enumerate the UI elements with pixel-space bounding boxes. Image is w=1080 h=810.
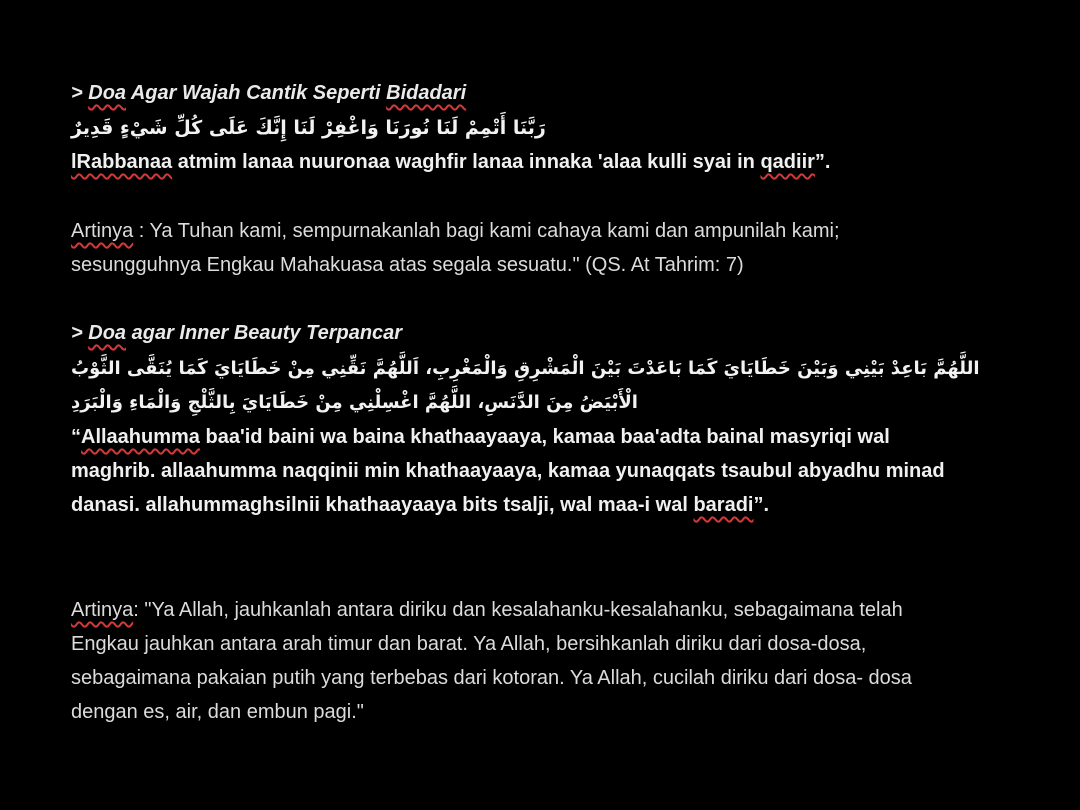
meaning-text: : "Ya Allah, jauhkanlah antara diriku dan kesalahanku-kesalahanku, sebagaimana telah Engkau jauhkan antara arah timur dan barat. Ya Allah, bersihkanlah diriku dari dosa-dosa, sebagaimana pakaian putih yang terbebas dari kotoran. Ya Allah, cucilah diriku dari dosa- dosa dengan es, air, dan embun pagi.": [71, 599, 912, 723]
section2-arabic-line2: الْأَبْيَضُ مِنَ الدَّنَسِ، اللَّهُمَّ اغْسِلْنِي مِنْ خَطَايَايَ بِالثَّلْجِ وَالْمَاءِ وَالْبَرَدِ: [71, 392, 638, 413]
latin-mid: atmim lanaa nuuronaa waghfir lanaa innaka 'alaa kulli syai in: [172, 151, 761, 173]
heading-prefix: >: [71, 322, 89, 344]
section2-meaning: [71, 593, 976, 729]
heading-prefix: >: [71, 82, 89, 104]
section2-heading: [71, 319, 991, 347]
latin-open: “: [71, 426, 81, 448]
heading-mid: Agar Wajah Cantik Seperti: [126, 82, 387, 104]
section1-arabic: رَبَّنَا أَتْمِمْ لَنَا نُورَنَا وَاغْفِرْ لَنَا إِنَّكَ عَلَى كُلِّ شَيْءٍ قَدِيرٌ: [71, 117, 546, 139]
section1-heading: [71, 79, 991, 107]
section1-latin: [71, 145, 991, 179]
section1-meaning: [71, 214, 971, 282]
heading-word-doa: Doa: [88, 322, 127, 344]
meaning-label: Artinya: [71, 599, 134, 621]
meaning-label: Artinya: [71, 220, 134, 242]
heading-rest: agar Inner Beauty Terpancar: [126, 322, 403, 344]
heading-word-bidadari: Bidadari: [386, 82, 467, 104]
heading-word-doa: Doa: [88, 82, 127, 104]
latin-close: ”.: [814, 151, 831, 173]
section2-latin: [71, 420, 951, 522]
latin-word-qadiir: qadiir: [760, 151, 815, 173]
section2-arabic-line1: اللَّهُمَّ بَاعِدْ بَيْنِي وَبَيْنَ خَطَايَايَ كَمَا بَاعَدْتَ بَيْنَ الْمَشْرِقِ وَالْمَغْرِبِ، اَللَّهُمَّ نَقِّنِي مِنْ خَطَايَايَ كَمَا يُنَقَّى الثَّوْبُ: [71, 358, 980, 379]
latin-word-baradi: baradi: [693, 494, 754, 516]
latin-word-rabbanaa: lRabbanaa: [71, 151, 173, 173]
latin-mid: baa'id baini wa baina khathaayaaya, kamaa baa'adta bainal masyriqi wal maghrib. allaahumma naqqinii min khathaayaaya, kamaa yunaqqats tsaubul abyadhu minad danasi. allahummaghsilnii khathaayaaya bits tsalji, wal maa-i wal: [71, 426, 945, 516]
latin-close: ”.: [753, 494, 770, 516]
latin-word-allaahumma: Allaahumma: [81, 426, 200, 448]
meaning-text: : Ya Tuhan kami, sempurnakanlah bagi kami cahaya kami dan ampunilah kami; sesungguhnya Engkau Mahakuasa atas segala sesuatu." (QS. At Tahrim: 7): [71, 220, 840, 276]
